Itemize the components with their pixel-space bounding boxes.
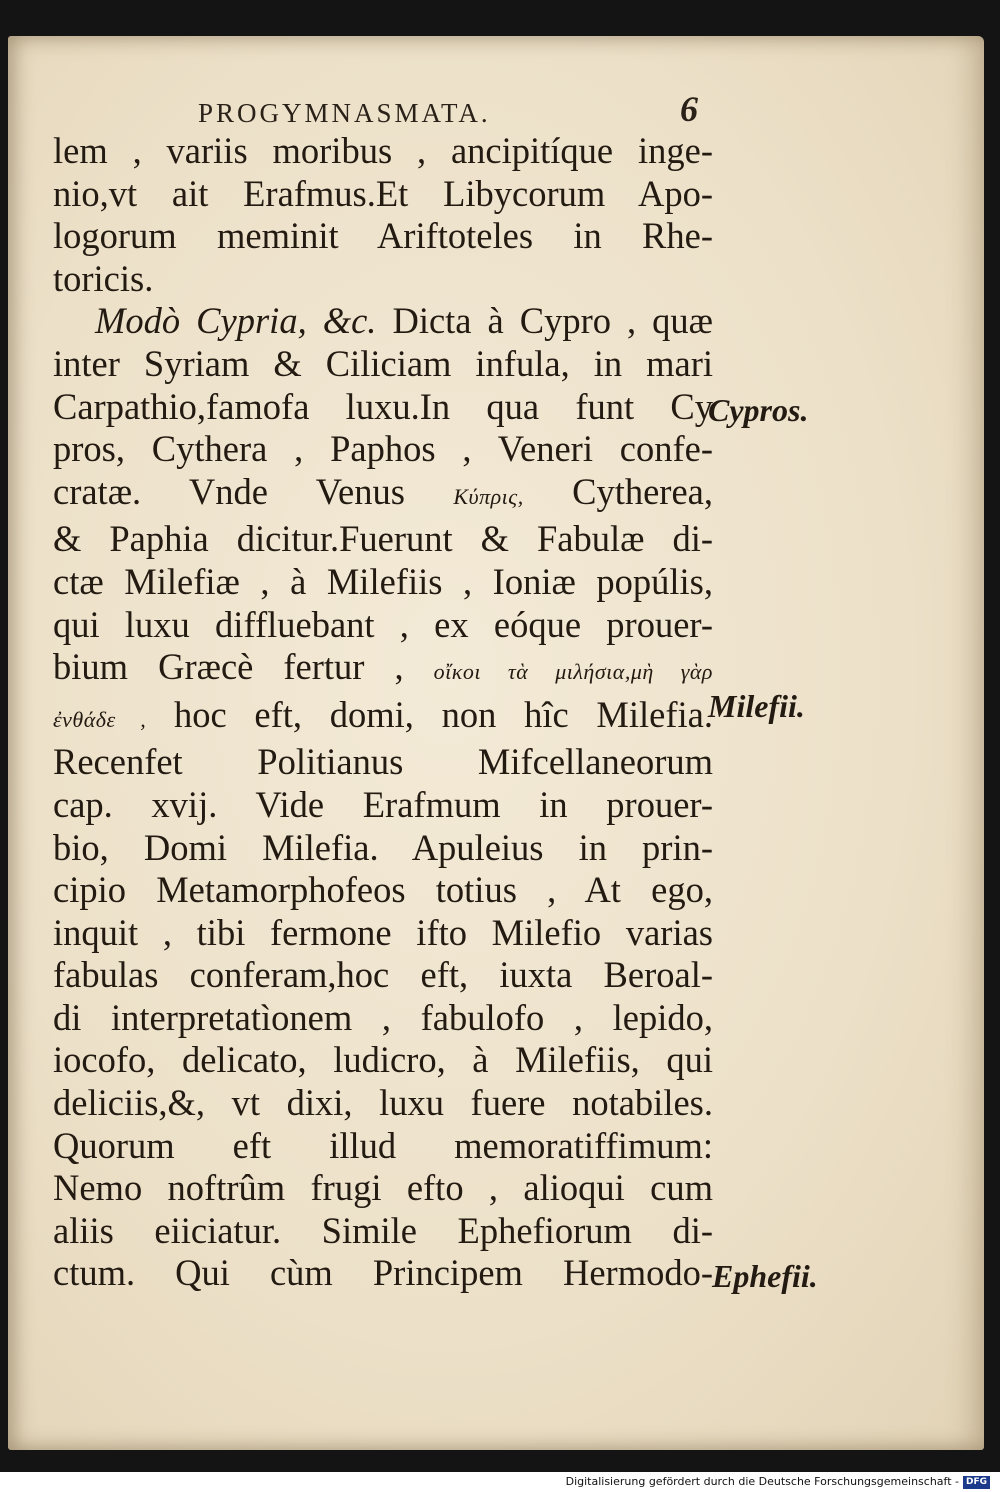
margin-note-milesii: Milefii. [708, 688, 805, 724]
text-line: lem , variis moribus , ancipitíque inge- [53, 130, 713, 171]
text-segment: Dicta à Cypro , quæ [376, 300, 714, 342]
text-line: pros, Cythera , Paphos , Veneri confe- [53, 428, 713, 470]
margin-note-ephesii: Ephefii. [712, 1258, 818, 1294]
margin-note-cypros: Cypros. [708, 392, 809, 428]
text-segment: Cytherea, [523, 470, 713, 512]
greek-phrase: οἴκοι τὰ μιλήσια,μὴ γὰρ [433, 659, 713, 685]
text-line: fabulas conferam,hoc eft, iuxta Beroal- [53, 954, 713, 996]
lemma-italic: Modò Cypria, &c. [95, 300, 377, 342]
text-line [53, 471, 713, 519]
text-segment: hoc eft, domi, non hîc Milefia. [146, 693, 713, 735]
text-line: aliis eiiciatur. Simile Ephefiorum di- [53, 1209, 713, 1251]
text-line: deliciis,&, vt dixi, luxu fuere notabiles. [53, 1082, 713, 1124]
text-line: ctæ Milefiæ , à Milefiis , Ioniæ popúlis, [53, 560, 713, 602]
text-line: qui luxu diffluebant , ex eóque prouer- [53, 603, 713, 645]
greek-word: Κύπρις, [453, 483, 524, 509]
page-number: 6 [680, 89, 698, 129]
text-line: nio,vt ait Erafmus.Et Libycorum Apo- [53, 172, 713, 214]
greek-phrase: ἐνθάδε , [53, 706, 147, 732]
text-segment: cratæ. Vnde Venus [53, 470, 454, 512]
running-title: PROGYMNASMATA. [198, 98, 491, 128]
text-line: ctum. Qui cùm Principem Hermodo- [53, 1252, 713, 1294]
text-line: toricis. [53, 257, 154, 299]
text-line: Carpathio,famofa luxu.In qua funt Cy [53, 385, 713, 427]
text-line: cipio Metamorphofeos totius , At ego, [53, 869, 713, 911]
text-line [53, 646, 713, 694]
text-line: cap. xvij. Vide Erafmum in prouer- [53, 783, 713, 825]
text-line [53, 694, 713, 742]
text-segment: bium Græcè fertur , [53, 646, 434, 688]
text-line: iocofo, delicato, ludicro, à Milefiis, qui [53, 1039, 713, 1081]
text-line: inter Syriam & Ciliciam infula, in mari [53, 342, 713, 384]
text-line: Quorum eft illud memoratiffimum: [53, 1124, 713, 1166]
text-line: di interpretatìonem , fabulofo , lepido, [53, 996, 713, 1038]
book-page [8, 36, 984, 1450]
footer-credit [0, 1472, 1000, 1492]
text-line: Recenfet Politianus Mifcellaneorum [53, 741, 713, 783]
text-line: inquit , tibi fermone ifto Milefio varias [53, 911, 713, 953]
text-line: & Paphia dicitur.Fuerunt & Fabulæ di- [53, 518, 713, 560]
text-line: logorum meminit Ariftoteles in Rhe- [53, 215, 713, 257]
text-line [53, 300, 713, 343]
dfg-logo: DFG [963, 1476, 990, 1489]
text-line: bio, Domi Milefia. Apuleius in prin- [53, 826, 713, 868]
footer-credit-text: Digitalisierung gefördert durch die Deutsche Forschungsgemeinschaft - [565, 1475, 959, 1488]
body-text [53, 130, 713, 1295]
text-line: Nemo noftrûm frugi efto , alioqui cum [53, 1167, 713, 1209]
